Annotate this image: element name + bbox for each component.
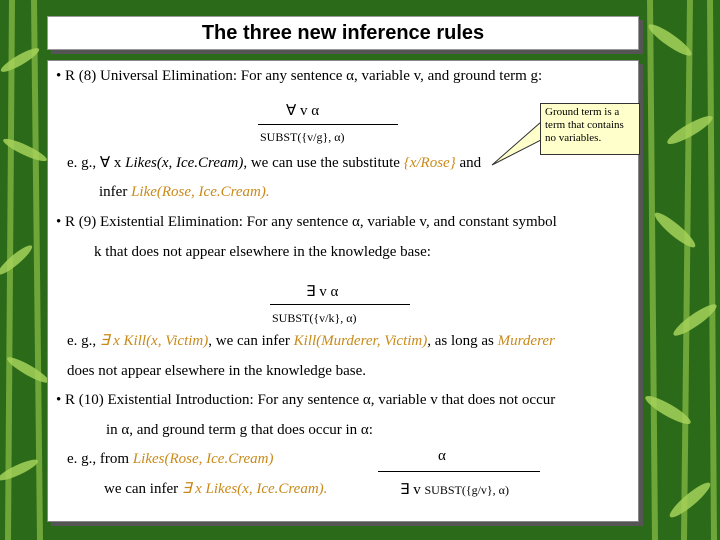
rule-9-example (67, 332, 555, 350)
slide-title: The three new inference rules (47, 16, 639, 50)
rule-8-example-sentence: Likes(x, Ice.Cream) (125, 155, 244, 171)
rule-10-conclusion-quantifier: ∃ v (400, 482, 425, 498)
rule-8-infer (99, 183, 270, 201)
rule-9-example-sentence: ∃ x Kill(x, Victim) (99, 333, 209, 349)
rule-10-infer-sentence: ∃ x Likes(x, Ice.Cream). (181, 481, 328, 497)
rule-9-example-prefix: e. g., (67, 333, 100, 349)
rule-10-intro-line2: in α, and ground term g that does occur in α: (106, 422, 373, 438)
rule-9-premise: ∃ v α (306, 284, 339, 300)
rule-8-example-end: and (455, 155, 482, 171)
rule-8-example-mid: , we can use the substitute (243, 155, 404, 171)
rule-9-example-line2: does not appear elsewhere in the knowledge base. (67, 363, 367, 379)
rule-9-intro-line2: k that does not appear elsewhere in the knowledge base: (94, 244, 431, 260)
rule-8-conclusion: SUBST({v/g}, α) (260, 130, 345, 144)
rule-9-example-infer: Kill(Murderer, Victim) (293, 333, 428, 349)
rule-9-example-mid2: , as long as (427, 333, 498, 349)
rule-9-conclusion: SUBST({v/k}, α) (272, 311, 357, 325)
rule-8-premise: ∀ v α (286, 103, 320, 119)
rule-10-conclusion (400, 481, 509, 499)
rule-10-premise: α (438, 448, 446, 464)
rule-10-example-sentence: Likes(Rose, Ice.Cream) (132, 451, 274, 467)
rule-9-divider (270, 304, 410, 305)
rule-8-infer-sentence: Like(Rose, Ice.Cream). (131, 184, 270, 200)
rule-9-example-const: Murderer (497, 333, 555, 349)
rule-10-example (67, 450, 273, 468)
rule-10-infer (104, 480, 327, 498)
rule-10-infer-prefix: we can infer (104, 481, 182, 497)
ground-term-callout: Ground term is a term that contains no variables. (540, 103, 640, 155)
rule-8-example-prefix: e. g., ∀ x (67, 155, 126, 171)
rule-10-divider (378, 471, 540, 472)
rule-9-intro: • R (9) Existential Elimination: For any sentence α, variable v, and constant symbol (56, 214, 557, 230)
rule-10-example-prefix: e. g., from (67, 451, 133, 467)
rule-9-example-mid: , we can infer (208, 333, 294, 349)
rule-8-example-subst: {x/Rose} (403, 155, 456, 171)
rule-8-example (67, 154, 481, 172)
rule-10-intro: • R (10) Existential Introduction: For any sentence α, variable v that does not occur (56, 392, 556, 408)
rule-10-conclusion-subst: SUBST({g/v}, α) (424, 483, 509, 497)
rule-8-divider (258, 124, 398, 125)
rule-8-intro: • R (8) Universal Elimination: For any sentence α, variable v, and ground term g: (56, 68, 543, 84)
rule-8-infer-prefix: infer (99, 184, 132, 200)
